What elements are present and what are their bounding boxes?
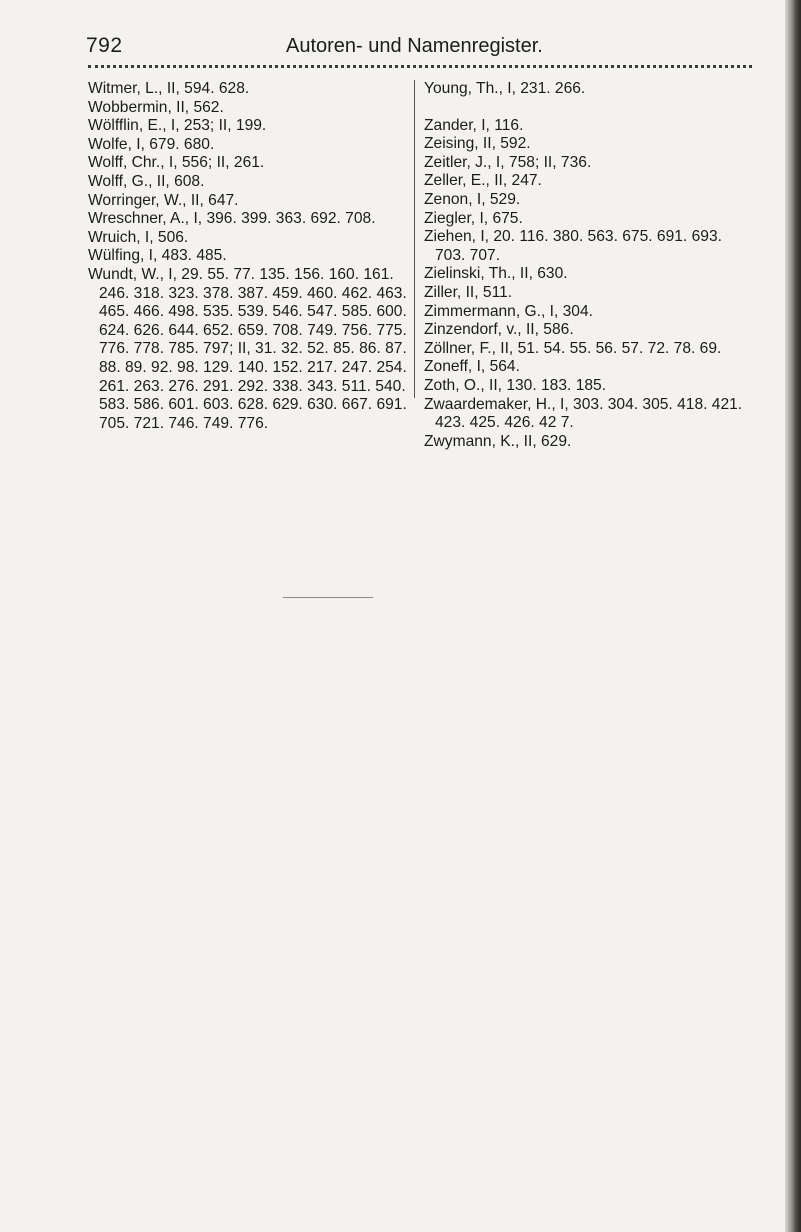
index-entry: Zimmermann, G., I, 304.	[424, 302, 593, 320]
index-entry: Zwymann, K., II, 629.	[424, 432, 572, 450]
index-entry: Wruich, I, 506.	[88, 228, 189, 246]
page-header	[76, 34, 742, 64]
index-entry: Zoneff, I, 564.	[424, 358, 520, 376]
index-entry: Zielinski, Th., II, 630.	[424, 265, 568, 283]
page-edge-shadow	[785, 0, 801, 1232]
index-entry: Wreschner, A., I, 396. 399. 363. 692. 708.	[88, 210, 376, 228]
index-entry: Wölfflin, E., I, 253; II, 199.	[88, 117, 267, 135]
index-column-left	[88, 80, 408, 433]
index-entry: Ziller, II, 511.	[424, 283, 513, 301]
index-entry: Wülfing, I, 483. 485.	[88, 247, 227, 265]
index-entry: Wolff, G., II, 608.	[88, 172, 205, 190]
letter-group-gap	[424, 99, 754, 117]
index-entry: Wobbermin, II, 562.	[88, 98, 224, 116]
index-entry: Wolfe, I, 679. 680.	[88, 135, 215, 153]
index-entry: Zoth, O., II, 130. 183. 185.	[424, 376, 607, 394]
column-divider	[414, 80, 415, 398]
index-entry: Ziegler, I, 675.	[424, 209, 523, 227]
index-column-right	[424, 80, 754, 451]
index-entry: Witmer, L., II, 594. 628.	[88, 80, 250, 97]
index-entry: Zenon, I, 529.	[424, 190, 521, 208]
index-entry: Wundt, W., I, 29. 55. 77. 135. 156. 160. 161. 246. 318. 323. 378. 387. 459. 460. 462. 463. 465. 466. 498. 535. 539. 546. 547. 585. 600. 624. 626. 644. 652. 659. 708. 749. 756. 775. 776. 778. 785. 797; II, 31. 32. 52. 85. 86. 87. 88. 89. 92. 98. 129. 140. 152. 217. 247. 254. 261. 263. 276. 291. 292. 338. 343. 511. 540. 583. 586. 601. 603. 628. 629. 630. 667. 691. 705. 721. 746. 749. 776.	[88, 265, 407, 432]
index-entry: Zander, I, 116.	[424, 116, 524, 134]
index-entry: Zeitler, J., I, 758; II, 736.	[424, 153, 592, 171]
end-rule	[283, 597, 373, 598]
index-entry: Zeising, II, 592.	[424, 135, 531, 153]
index-entry: Worringer, W., II, 647.	[88, 191, 239, 209]
index-entry: Zöllner, F., II, 51. 54. 55. 56. 57. 72. 78. 69.	[424, 339, 722, 357]
index-entry: Zeller, E., II, 247.	[424, 172, 542, 190]
index-entry: Ziehen, I, 20. 116. 380. 563. 675. 691. 693. 703. 707.	[424, 228, 722, 264]
index-entry: Wolff, Chr., I, 556; II, 261.	[88, 154, 265, 172]
running-title: Autoren- und Namenregister.	[286, 35, 543, 57]
index-entry: Zinzendorf, v., II, 586.	[424, 321, 574, 339]
page-number: 792	[86, 34, 123, 57]
header-rule	[88, 65, 752, 68]
index-entry: Young, Th., I, 231. 266.	[424, 80, 586, 97]
index-entry: Zwaardemaker, H., I, 303. 304. 305. 418. 421. 423. 425. 426. 42 7.	[424, 395, 743, 432]
